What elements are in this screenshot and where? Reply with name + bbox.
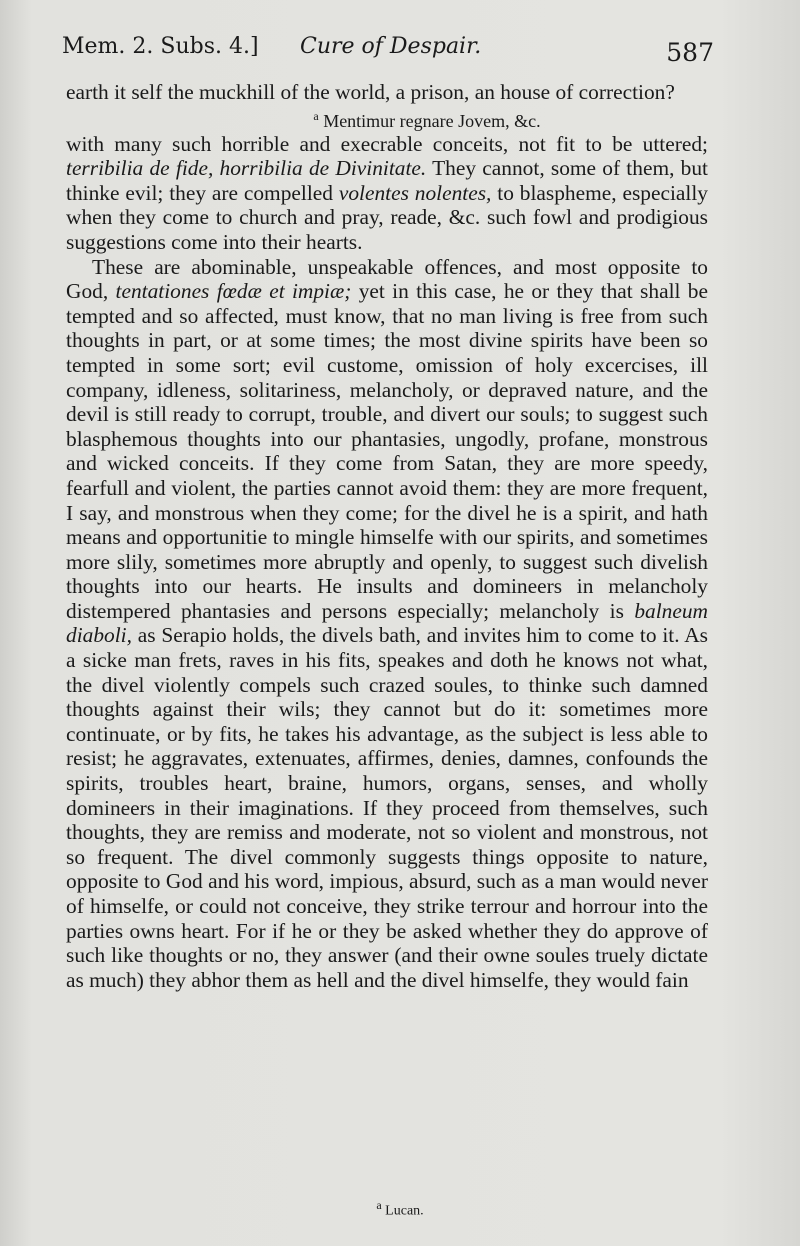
page-number: 587 — [666, 38, 714, 67]
paragraph-1 — [66, 132, 708, 255]
p2-text-c: as Serapio holds, the divels bath, and invites him to come to it. As a sicke man frets, raves in his fits, speakes and doth he knows not what, the divel violently compels such crazed soules, to thinke such damned thoughts against their wils; they cannot but do it: sometimes more continuate, or by fits, he takes his advantage, as the subject is less able to resist; he aggravates, extenuates, affirmes, denies, damnes, confounds the spirits, troubles heart, braine, humors, organs, senses, and wholly domineers in their imaginations. If they proceed from themselves, such thoughts, they are remiss and moderate, not so violent and monstrous, not so frequent. The divel commonly suggests things opposite to nature, opposite to God and his word, impious, absurd, such as a man would never of himselfe, or could not conceive, they strike terrour and horrour into the parties owns heart. For if he or they be asked whether they do approve of such like thoughts or no, they answer (and their owne soules truely dictate as much) they abhor them as hell and the divel himselfe, they would fain — [66, 623, 708, 992]
body-text — [66, 80, 708, 992]
p1-italic-a: terribilia de fide, horribilia de Divinitate. — [66, 156, 427, 181]
paragraph-2 — [66, 255, 708, 993]
p1-italic-b: volentes nolentes, — [338, 180, 492, 205]
p2-text-a: These are abominable, unspeakable offences, and most opposite to God, — [66, 254, 708, 304]
section-reference: Mem. 2. Subs. 4.] — [62, 34, 259, 59]
p1-text-b: They cannot, some of them, but thinke evil; they are compelled — [66, 156, 708, 205]
p2-text-b: yet in this case, he or they that shall be tempted and so affected, must know, that no man living is free from such thoughts in part, or at some times; the most divine spirits have been so tempted in some sort; evil custome, omission of holy excercises, ill company, idleness, solitariness, melancholy, or depraved nature, and the devil is still ready to corrupt, trouble, and divert our souls; to suggest such blasphemous thoughts into our phantasies, ungodly, profane, monstrous and wicked conceits. If they come from Satan, they are more speedy, fearfull and violent, the parties cannot avoid them: they are more frequent, I say, and monstrous when they come; for the divel he is a spirit, and hath means and opportunitie to mingle himselfe with our spirits, and sometimes more slily, sometimes more abruptly and openly, to suggest such divelish thoughts into our hearts. He insults and domineers in melancholy distempered phantasies and persons especially; melancholy is — [66, 279, 708, 623]
p2-italic-a: tentationes fœdæ et impiæ; — [115, 279, 352, 304]
running-title: Cure of Despair. — [300, 34, 482, 59]
running-header — [60, 30, 714, 67]
p2-italic-b: balneum diaboli, — [66, 598, 708, 648]
footnote-text: Lucan. — [385, 1203, 424, 1219]
p1-text-c: to blaspheme, especially when they come to church and pray, reade, &c. such fowl and prodigious suggestions come into their hearts. — [66, 180, 708, 254]
quote-text: Mentimur regnare Jovem, &c. — [323, 110, 541, 131]
footnote-marker: a — [376, 1198, 382, 1212]
quote-marker: a — [313, 108, 319, 123]
p1-text-a: with many such horrible and execrable conceits, not fit to be uttered; — [66, 131, 708, 156]
footnote — [0, 1198, 800, 1220]
opening-paragraph: earth it self the muckhill of the world, a prison, an house of correction? — [66, 80, 675, 104]
quotation — [66, 105, 708, 132]
